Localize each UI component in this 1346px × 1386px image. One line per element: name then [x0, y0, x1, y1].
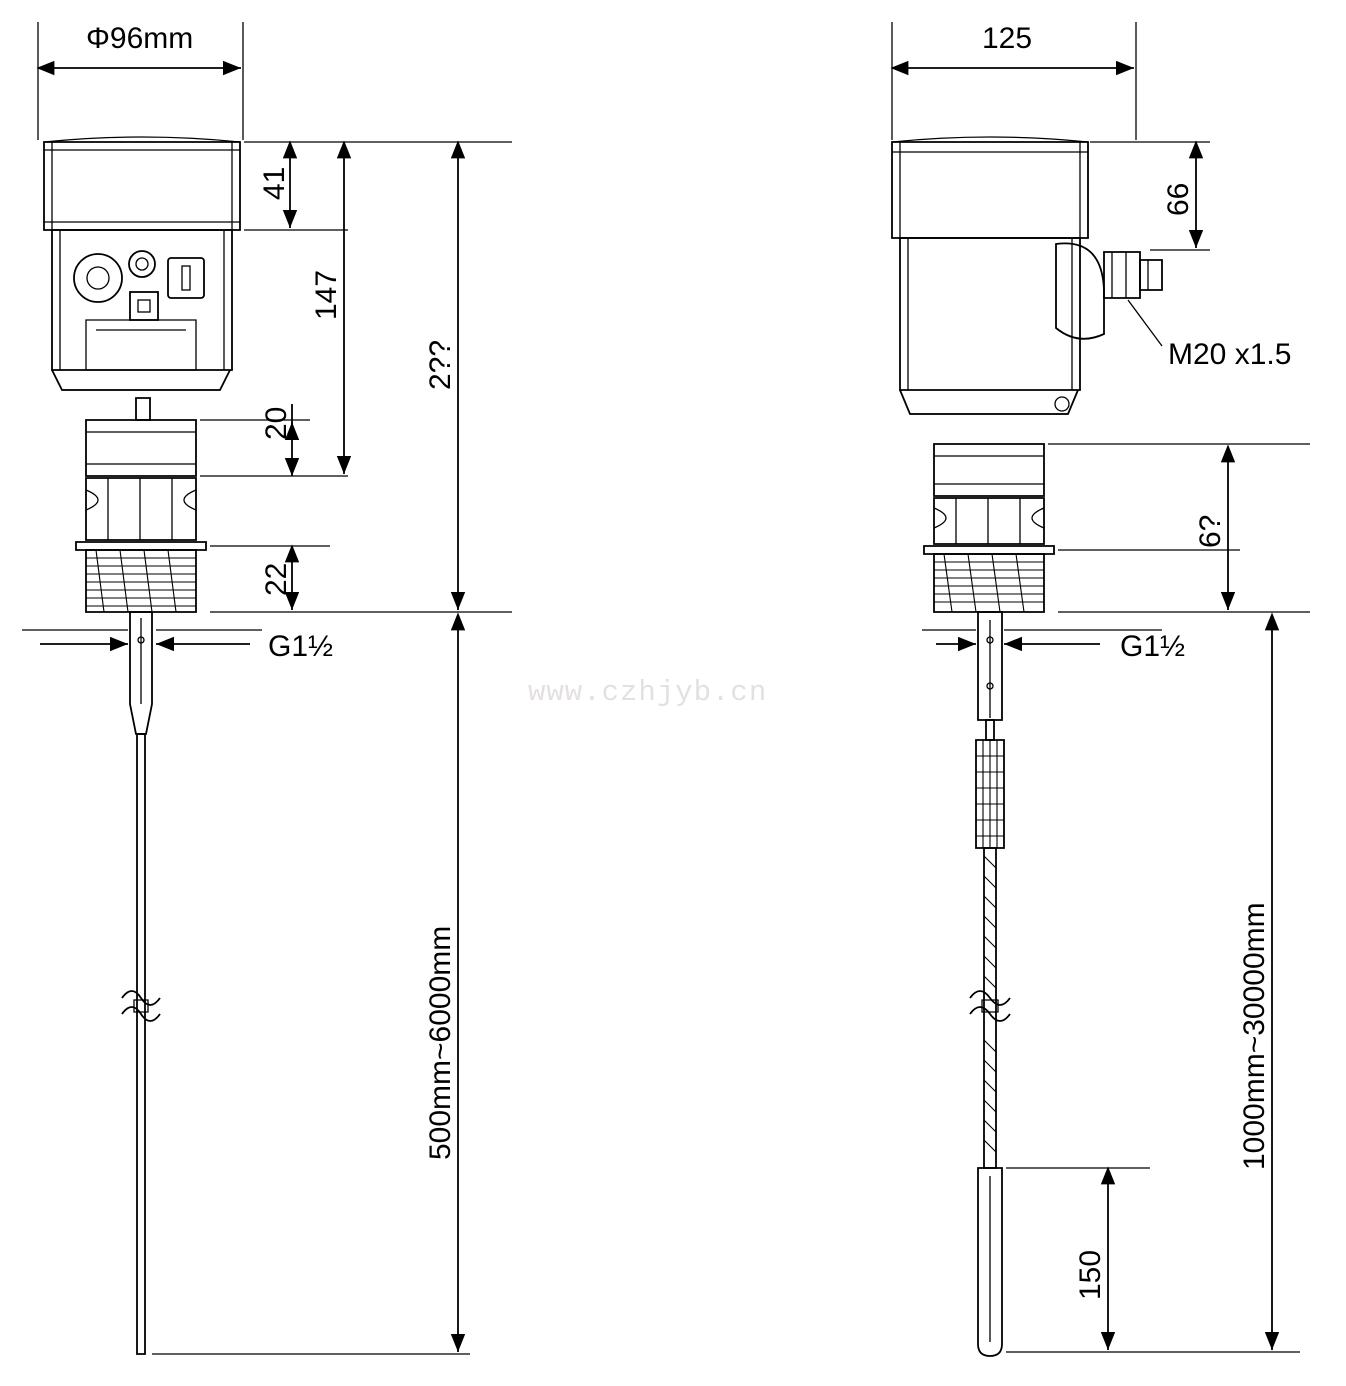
- hex-nut-right: [934, 498, 1044, 544]
- cover-right: [892, 137, 1088, 238]
- dim-label-m20: M20 x1.5: [1168, 338, 1292, 371]
- dim-label-rod-range: 500mm~6000mm: [424, 925, 457, 1160]
- neck: [86, 398, 196, 476]
- dim-label-66: 66: [1162, 182, 1195, 216]
- hex-nut: [86, 478, 196, 540]
- process-thread-left: [76, 542, 206, 612]
- housing-body: [52, 230, 232, 390]
- dim-rod-length: [424, 616, 458, 1352]
- dim-total-height: [424, 144, 458, 610]
- display-cover: [44, 137, 240, 230]
- dim-neck-to-thread: [1194, 448, 1228, 610]
- dim-cover-height: [1162, 144, 1196, 248]
- dim-weight-length: [1074, 1170, 1108, 1350]
- process-thread-right: [924, 546, 1054, 612]
- dim-label-total: 2??: [424, 339, 457, 390]
- dim-label-6x: 6?: [1194, 514, 1227, 548]
- dim-housing-width: [892, 22, 1136, 140]
- dim-label-housing-diameter: Φ96mm: [86, 22, 194, 55]
- dim-label-g15-right: G1½: [1120, 630, 1186, 663]
- dim-housing-height: [310, 144, 344, 474]
- extension-lines-left: [22, 142, 512, 1354]
- dim-label-125: 125: [982, 22, 1033, 55]
- dim-display-cover-height: [258, 144, 291, 228]
- dim-process-thread-left: [40, 630, 333, 663]
- dim-neck-height: [260, 404, 293, 476]
- dim-label-22: 22: [260, 562, 293, 596]
- dim-label-41: 41: [258, 166, 291, 200]
- neck-right: [934, 444, 1044, 496]
- watermark-text: www.czhjyb.cn: [528, 676, 768, 709]
- dim-process-thread-right: [936, 630, 1185, 663]
- dim-label-20: 20: [260, 406, 293, 440]
- dim-cable-length: [1238, 616, 1272, 1350]
- dim-thread-length: [260, 548, 293, 610]
- dim-label-g15-left: G1½: [268, 630, 334, 663]
- cable-probe: [970, 612, 1010, 1356]
- dim-label-cable-range: 1000mm~30000mm: [1238, 902, 1271, 1170]
- housing-body-right: [900, 238, 1080, 414]
- rod-probe: [122, 612, 160, 1354]
- dim-housing-diameter: [38, 22, 243, 140]
- right-view-group: [892, 22, 1310, 1356]
- dim-label-150: 150: [1074, 1249, 1107, 1300]
- left-view-group: [22, 22, 512, 1354]
- dim-label-147: 147: [310, 269, 343, 320]
